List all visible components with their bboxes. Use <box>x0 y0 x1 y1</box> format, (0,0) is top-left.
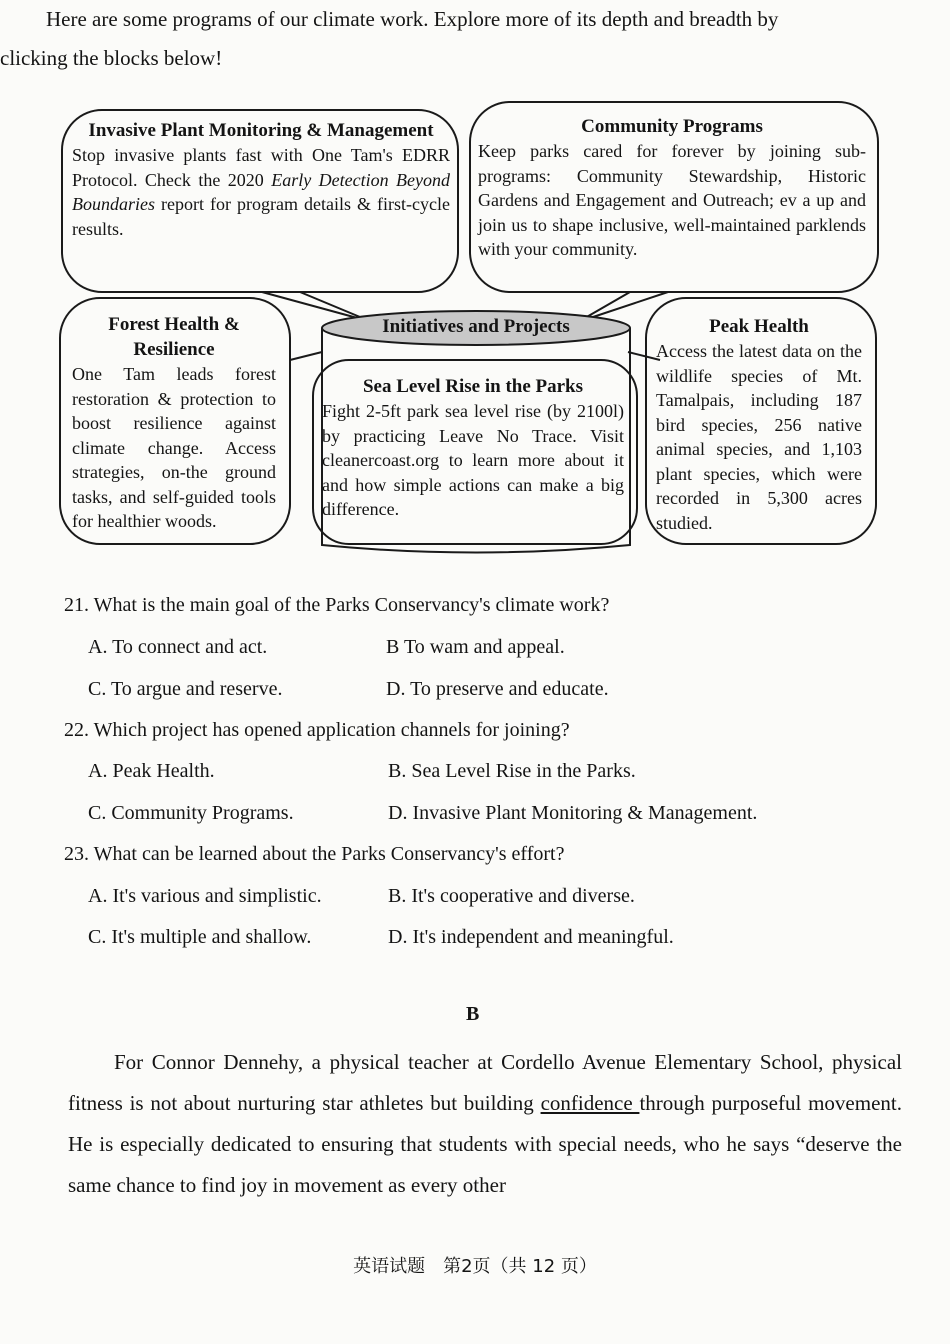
question-22-option-c[interactable]: C. Community Programs. <box>88 802 294 824</box>
question-21-option-b[interactable]: B To wam and appeal. <box>386 636 565 658</box>
passage-b <box>68 1042 902 1206</box>
question-22-option-a[interactable]: A. Peak Health. <box>88 760 215 782</box>
question-23-stem: 23. What can be learned about the Parks Conservancy's effort? <box>64 843 565 865</box>
peak-body: Access the latest data on the wildlife species of Mt. Tamalpais, including 187 bird species, 256 native animal species, and 1,103 plant species, which were recorded in 5,300 acres studied. <box>656 341 862 533</box>
intro-paragraph: Here are some programs of our climate work. Explore more of its depth and breadth by clicking the blocks below! <box>0 7 779 70</box>
sea-title: Sea Level Rise in the Parks <box>362 376 584 397</box>
question-23-option-d[interactable]: D. It's independent and meaningful. <box>388 926 674 948</box>
forest-title: Forest Health & Resilience <box>108 314 240 360</box>
connector-forest <box>290 352 322 360</box>
question-22-option-d[interactable]: D. Invasive Plant Monitoring & Management. <box>388 802 758 824</box>
box-peak[interactable] <box>656 314 862 535</box>
question-23-option-b[interactable]: B. It's cooperative and diverse. <box>388 885 635 907</box>
question-22-option-b[interactable]: B. Sea Level Rise in the Parks. <box>388 760 636 782</box>
peak-title: Peak Health <box>709 316 809 337</box>
question-21-option-c[interactable]: C. To argue and reserve. <box>88 678 283 700</box>
community-body: Keep parks cared for forever by joining sub-programs: Community Stewardship, Historic Gardens and Engagement and Outreach; ev a up and join us to shape inclusive, well-maintained parklends with your community. <box>478 141 866 259</box>
box-sea[interactable] <box>322 374 624 522</box>
sea-body: Fight 2-5ft park sea level rise (by 2100l) by practicing Leave No Trace. Visit cleanercoast.org to learn more about it and how simple actions can make a big difference. <box>322 401 624 519</box>
initiatives-title: Initiatives and Projects <box>382 316 570 337</box>
invasive-body <box>72 143 450 241</box>
question-23-option-a[interactable]: A. It's various and simplistic. <box>88 885 322 907</box>
question-21-option-a[interactable]: A. To connect and act. <box>88 636 268 658</box>
box-invasive[interactable] <box>72 118 450 241</box>
invasive-report-title: Early Detection Beyond Boundaries <box>72 169 450 214</box>
box-forest[interactable] <box>72 312 276 534</box>
invasive-body-text-2: report for program details & first-cycle results. <box>72 194 450 239</box>
question-21-stem: 21. What is the main goal of the Parks Conservancy's climate work? <box>64 594 610 616</box>
community-title: Community Programs <box>581 116 763 137</box>
question-21-option-d[interactable]: D. To preserve and educate. <box>386 678 609 700</box>
invasive-body-text: Stop invasive plants fast with One Tam's EDRR Protocol. Check the 2020 <box>72 145 450 190</box>
question-22-stem: 22. Which project has opened application channels for joining? <box>64 719 570 741</box>
passage-text-2: through purposeful movement. He is especially dedicated to ensuring that students with special needs, who he says “deserve the same chance to find joy in movement as every other <box>68 1091 902 1197</box>
passage-text-1: For Connor Dennehy, a physical teacher at Cordello Avenue Elementary School, physical fitness is not about nurturing star athletes but building <box>68 1050 902 1115</box>
question-23-option-c[interactable]: C. It's multiple and shallow. <box>88 926 312 948</box>
box-community[interactable] <box>478 114 866 262</box>
invasive-title: Invasive Plant Monitoring & Management <box>88 120 434 141</box>
passage-underlined-word: confidence <box>540 1091 640 1115</box>
section-label: B <box>466 1003 480 1025</box>
forest-body: One Tam leads forest restoration & protection to boost resilience against climate change. Access strategies, on-the ground tasks, and self-guided tools for healthier woods. <box>72 364 276 531</box>
page-footer: 英语试题 第2页（共 12 页） <box>353 1256 597 1277</box>
